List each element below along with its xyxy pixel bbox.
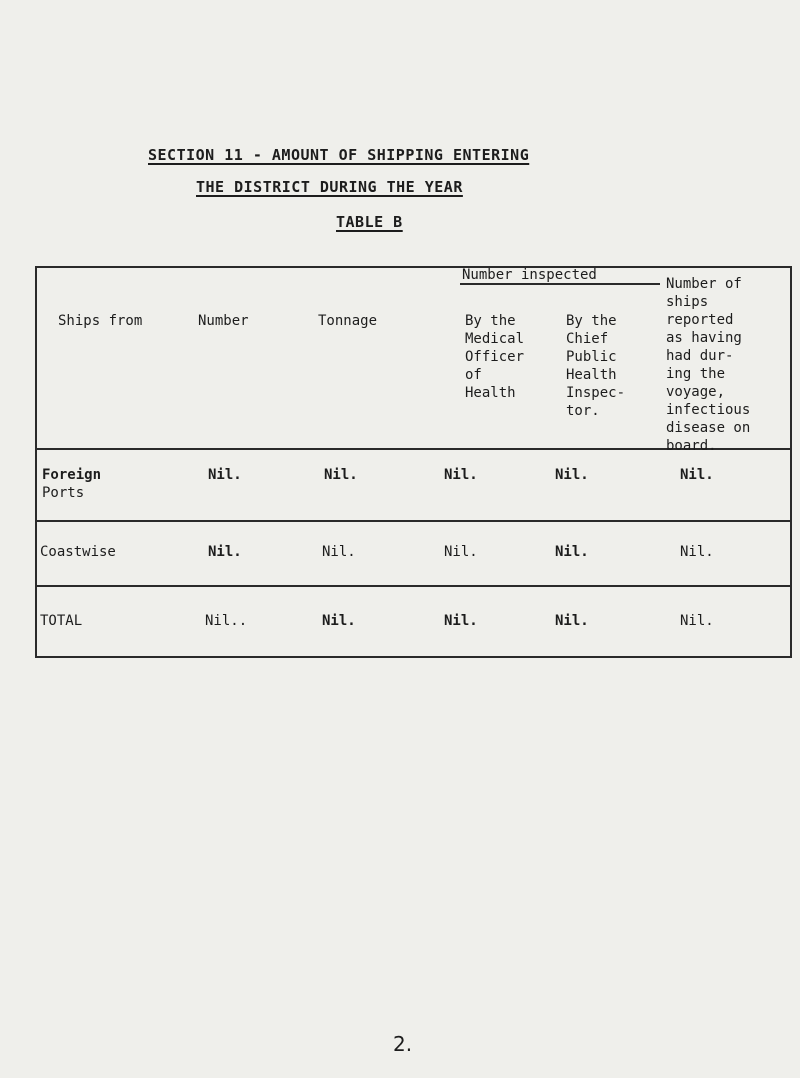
col-header-chief-inspector: By the Chief Public Health Inspec- tor.: [566, 313, 626, 419]
row-divider-1: [35, 520, 792, 522]
cell-chief-inspector: Nil.: [555, 613, 589, 629]
cell-medical-officer: Nil.: [444, 544, 478, 560]
cell-tonnage: Nil.: [324, 467, 358, 483]
row-divider-2: [35, 585, 792, 587]
section-heading: SECTION 11 - AMOUNT OF SHIPPING ENTERING: [148, 146, 530, 164]
page-number: 2.: [393, 1032, 413, 1056]
table-top-border: [35, 266, 792, 268]
col-header-infectious-disease: Number of ships reported as having had dur- ing the voyage, infectious disease on board.: [666, 276, 751, 454]
cell-tonnage: Nil.: [322, 613, 356, 629]
cell-number: Nil.: [208, 467, 242, 483]
cell-number: Nil.: [208, 544, 242, 560]
cell-medical-officer: Nil.: [444, 613, 478, 629]
row-label: TOTAL: [40, 613, 83, 629]
cell-number: Nil..: [205, 613, 248, 629]
table-bottom-border: [35, 656, 792, 658]
cell-medical-officer: Nil.: [444, 467, 478, 483]
col-header-number: Number: [198, 313, 249, 329]
cell-infectious: Nil.: [680, 544, 714, 560]
table-right-border: [790, 266, 792, 658]
table-label: TABLE B: [336, 213, 403, 231]
cell-chief-inspector: Nil.: [555, 467, 589, 483]
col-header-medical-officer: By the Medical Officer of Health: [465, 313, 525, 401]
cell-tonnage: Nil.: [322, 544, 356, 560]
group-header-number-inspected: Number inspected: [462, 267, 597, 283]
cell-infectious: Nil.: [680, 613, 714, 629]
row-label: Coastwise: [40, 544, 116, 560]
cell-infectious: Nil.: [680, 467, 714, 483]
row-label: Foreign Ports: [42, 467, 102, 501]
table-left-border: [35, 266, 37, 658]
col-header-tonnage: Tonnage: [318, 313, 378, 329]
cell-chief-inspector: Nil.: [555, 544, 589, 560]
section-subheading: THE DISTRICT DURING THE YEAR: [196, 178, 463, 196]
col-header-ships-from: Ships from: [58, 313, 143, 329]
